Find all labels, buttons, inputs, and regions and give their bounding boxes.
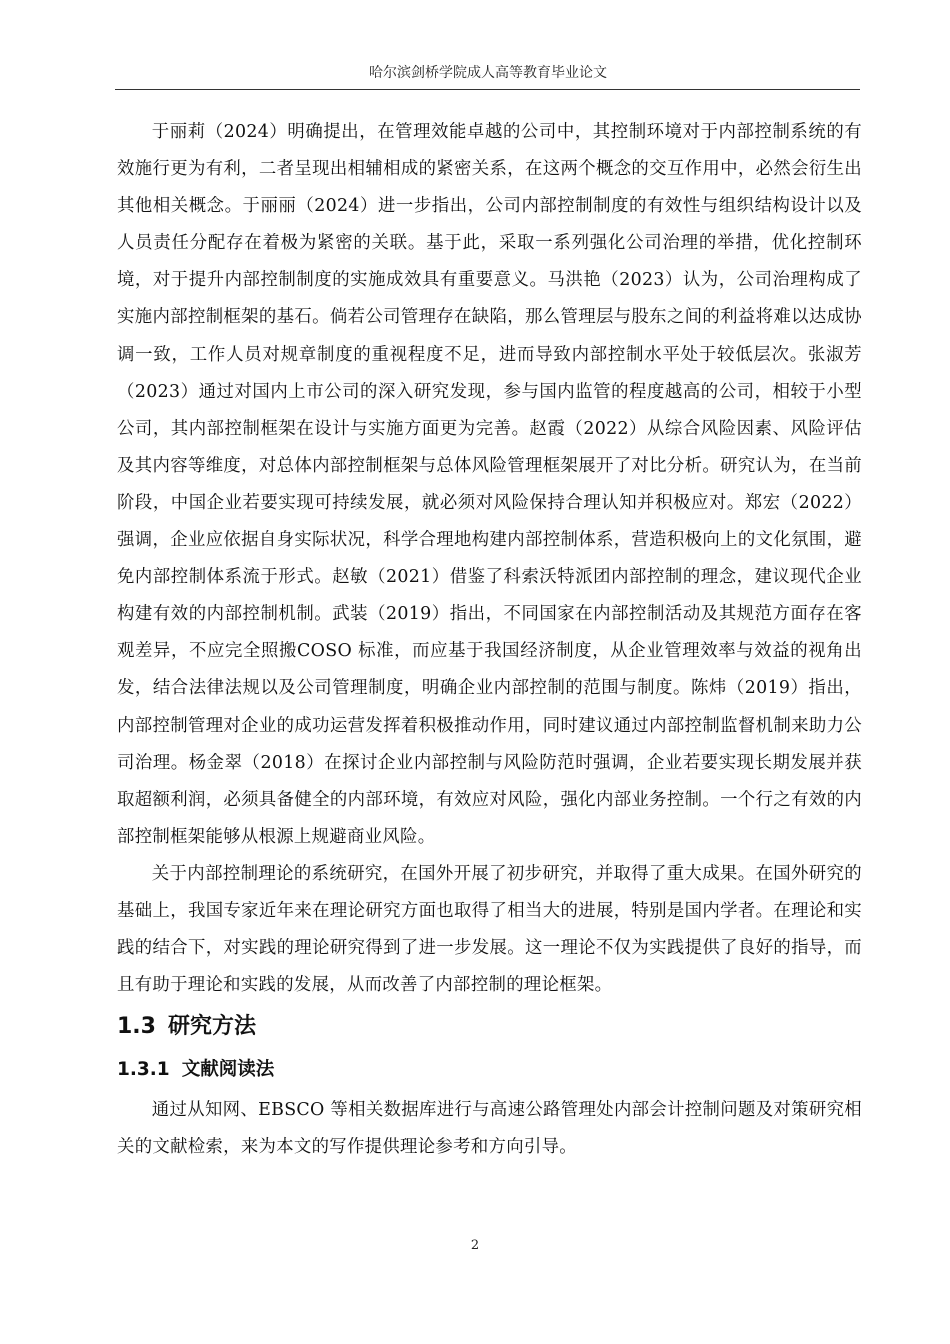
section-heading [117, 1012, 862, 1042]
subsection-title: 文献阅读法 [181, 1059, 275, 1081]
subsection-number: 1.3.1 [117, 1059, 170, 1081]
page-body [117, 114, 862, 1166]
header-divider [115, 89, 860, 90]
section-number: 1.3 [117, 1014, 156, 1040]
subsection-heading [117, 1056, 862, 1084]
body-paragraph-2: 关于内部控制理论的系统研究，在国外开展了初步研究，并取得了重大成果。在国外研究的基础上，我国专家近年来在理论研究方面也取得了相当大的进展，特别是国内学者。在理论和实践的结合下，对实践的理论研究得到了进一步发展。这一理论不仅为实践提供了良好的指导，而且有助于理论和实践的发展，从而改善了内部控制的理论框架。 [117, 863, 862, 996]
body-paragraph-1: 于丽莉（2024）明确提出，在管理效能卓越的公司中，其控制环境对于内部控制系统的有效施行更为有利，二者呈现出相辅相成的紧密关系，在这两个概念的交互作用中，必然会衍生出其他相关概念。于丽丽（2024）进一步指出，公司内部控制制度的有效性与组织结构设计以及人员责任分配存在着极为紧密的关联。基于此，采取一系列强化公司治理的举措，优化控制环境，对于提升内部控制制度的实施成效具有重要意义。马洪艳（2023）认为，公司治理构成了实施内部控制框架的基石。倘若公司管理存在缺陷，那么管理层与股东之间的利益将难以达成协调一致，工作人员对规章制度的重视程度不足，进而导致内部控制水平处于较低层次。张淑芳（2023）通过对国内上市公司的深入研究发现，参与国内监管的程度越高的公司，相较于小型公司，其内部控制框架在设计与实施方面更为完善。赵霞（2022）从综合风险因素、风险评估及其内容等维度，对总体内部控制框架与总体风险管理框架展开了对比分析。研究认为，在当前阶段，中国企业若要实现可持续发展，就必须对风险保持合理认知并积极应对。郑宏（2022）强调，企业应依据自身实际状况，科学合理地构建内部控制体系，营造积极向上的文化氛围，避免内部控制体系流于形式。赵敏（2021）借鉴了科索沃特派团内部控制的理念，建议现代企业构建有效的内部控制机制。武装（2019）指出，不同国家在内部控制活动及其规范方面存在客观差异，不应完全照搬COSO 标准，而应基于我国经济制度，从企业管理效率与效益的视角出发，结合法律法规以及公司管理制度，明确企业内部控制的范围与制度。陈炜（2019）指出，内部控制管理对企业的成功运营发挥着积极推动作用，同时建议通过内部控制监督机制来助力公司治理。杨金翠（2018）在探讨企业内部控制与风险防范时强调，企业若要实现长期发展并获取超额利润，必须具备健全的内部环境，有效应对风险，强化内部业务控制。一个行之有效的内部控制框架能够从根源上规避商业风险。 [117, 122, 862, 847]
page-number: 2 [470, 1238, 480, 1253]
section-title: 研究方法 [167, 1014, 256, 1040]
subsection-paragraph: 通过从知网、EBSCO 等相关数据库进行与高速公路管理处内部会计控制问题及对策研究相关的文献检索，来为本文的写作提供理论参考和方向引导。 [117, 1100, 862, 1158]
running-header: 哈尔滨剑桥学院成人高等教育毕业论文 [369, 65, 607, 81]
